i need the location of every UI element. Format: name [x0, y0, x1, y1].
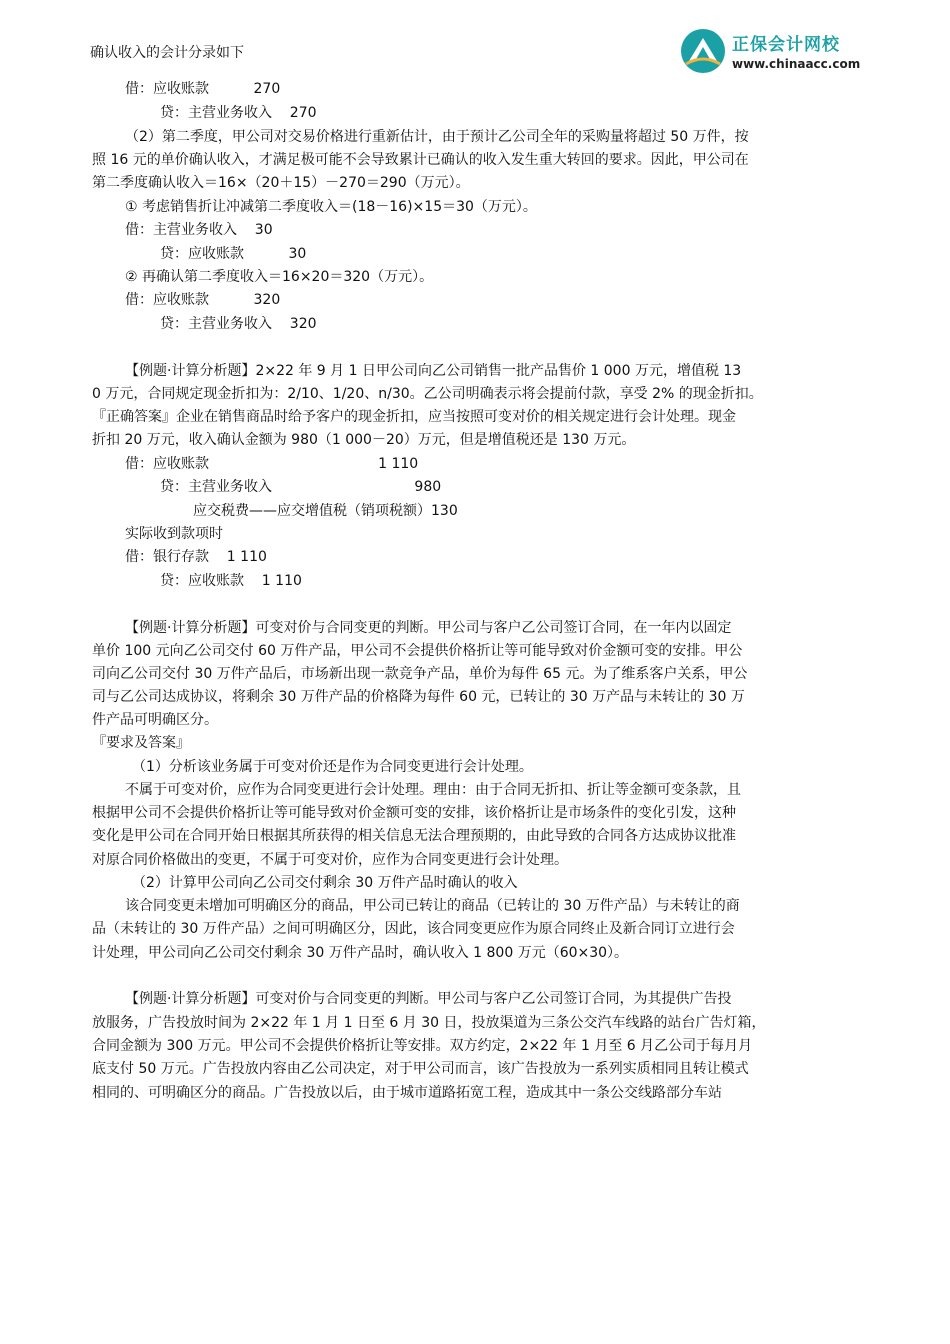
- question-line: （1）分析该业务属于可变对价还是作为合同变更进行会计处理。: [132, 759, 533, 775]
- entry-line: 贷：主营业务收入 270: [160, 105, 317, 121]
- paragraph-line: （2）第二季度，甲公司对交易价格进行重新估计，由于预计乙公司全年的采购量将超过 50 万件，按: [125, 129, 749, 145]
- entry-line: 贷：应收账款 1 110: [160, 573, 302, 589]
- paragraph-line: 放服务，广告投放时间为 2×22 年 1 月 1 日至 6 月 30 日，投放渠道为三条公交汽车线路的站台广告灯箱，: [92, 1015, 766, 1031]
- entry-line: 贷：主营业务收入 980: [160, 479, 442, 495]
- paragraph-line: 计处理，甲公司向乙公司交付剩余 30 万件产品时，确认收入 1 800 万元（60×30）。: [92, 945, 629, 961]
- example-heading-line: 【例题·计算分析题】2×22 年 9 月 1 日甲公司向乙公司销售一批产品售价 1 000 万元，增值税 13: [125, 363, 742, 379]
- entry-line: 贷：应收账款 30: [160, 246, 307, 262]
- logo-url: www.chinaacc.com: [732, 57, 861, 71]
- paragraph-line: 0 万元，合同规定现金折扣为：2/10、1/20、n/30。乙公司明确表示将会提前付款，享受 2% 的现金折扣。: [92, 386, 763, 402]
- paragraph-line: 品（未转让的 30 万件产品）之间可明确区分，因此，该合同变更应作为原合同终止及新合同订立进行会: [92, 921, 735, 937]
- paragraph-line: 不属于可变对价，应作为合同变更进行会计处理。理由：由于合同无折扣、折让等金额可变条款，且: [125, 782, 741, 798]
- paragraph-line: 司与乙公司达成协议，将剩余 30 万件产品的价格降为每件 60 元，已转让的 30 万产品与未转让的 30 万: [92, 689, 745, 705]
- entry-line: 借：应收账款 1 110: [125, 456, 419, 472]
- logo-title: 正保会计网校: [732, 35, 840, 55]
- answer-line: 『正确答案』企业在销售商品时给予客户的现金折扣，应当按照可变对价的相关规定进行会计处理。现金: [92, 409, 736, 425]
- paragraph-line: 对原合同价格做出的变更，不属于可变对价，应作为合同变更进行会计处理。: [92, 852, 568, 868]
- paragraph-line: ① 考虑销售折让冲减第二季度收入＝(18－16)×15＝30（万元）。: [125, 199, 537, 215]
- paragraph-line: 合同金额为 300 万元。甲公司不会提供价格折让等安排。双方约定，2×22 年 1 月至 6 月乙公司于每月月: [92, 1038, 753, 1054]
- example-heading-line: 【例题·计算分析题】可变对价与合同变更的判断。甲公司与客户乙公司签订合同，为其提供广告投: [125, 991, 732, 1007]
- section-label: 『要求及答案』: [92, 735, 190, 751]
- entry-line: 借：应收账款 270: [125, 81, 281, 97]
- entry-line: 贷：主营业务收入 320: [160, 316, 317, 332]
- paragraph-line: 司向乙公司交付 30 万件产品后，市场新出现一款竞争产品，单价为每件 65 元。为了维系客户关系，甲公: [92, 666, 748, 682]
- paragraph-line: 底支付 50 万元。广告投放内容由乙公司决定，对于甲公司而言，该广告投放为一系列实质相同且转让模式: [92, 1061, 749, 1077]
- entry-line: 借：主营业务收入 30: [125, 222, 273, 238]
- entry-line: 应交税费——应交增值税（销项税额）130: [193, 503, 458, 519]
- question-line: （2）计算甲公司向乙公司交付剩余 30 万件产品时确认的收入: [132, 875, 518, 891]
- entry-line: 借：银行存款 1 110: [125, 549, 267, 565]
- logo-emblem-icon: [680, 28, 726, 74]
- paragraph-line: 照 16 元的单价确认收入，才满足极可能不会导致累计已确认的收入发生重大转回的要求。因此，甲公司在: [92, 152, 749, 168]
- answer-line: 折扣 20 万元，收入确认金额为 980（1 000－20）万元，但是增值税还是 130 万元。: [92, 432, 636, 448]
- paragraph-line: 根据甲公司不会提供价格折让等可能导致对价金额可变的安排，该价格折让是市场条件的变化引发，这种: [92, 805, 736, 821]
- logo[interactable]: [680, 28, 920, 80]
- paragraph-line: 该合同变更未增加可明确区分的商品，甲公司已转让的商品（已转让的 30 万件产品）与未转让的商: [125, 898, 740, 914]
- paragraph-line: 第二季度确认收入＝16×（20＋15）－270＝290（万元）。: [92, 175, 470, 191]
- cropped-top-line: 确认收入的会计分录如下: [90, 45, 244, 61]
- paragraph-line: 变化是甲公司在合同开始日根据其所获得的相关信息无法合理预期的，由此导致的合同各方达成协议批准: [92, 828, 736, 844]
- example-heading-line: 【例题·计算分析题】可变对价与合同变更的判断。甲公司与客户乙公司签订合同，在一年内以固定: [125, 620, 732, 636]
- paragraph-line: 实际收到款项时: [125, 526, 223, 542]
- entry-line: 借：应收账款 320: [125, 292, 281, 308]
- paragraph-line: 件产品可明确区分。: [92, 712, 218, 728]
- paragraph-line: 相同的、可明确区分的商品。广告投放以后，由于城市道路拓宽工程，造成其中一条公交线路部分车站: [92, 1085, 722, 1101]
- paragraph-line: ② 再确认第二季度收入＝16×20＝320（万元）。: [125, 269, 434, 285]
- paragraph-line: 单价 100 元向乙公司交付 60 万件产品，甲公司不会提供价格折让等可能导致对价金额可变的安排。甲公: [92, 643, 743, 659]
